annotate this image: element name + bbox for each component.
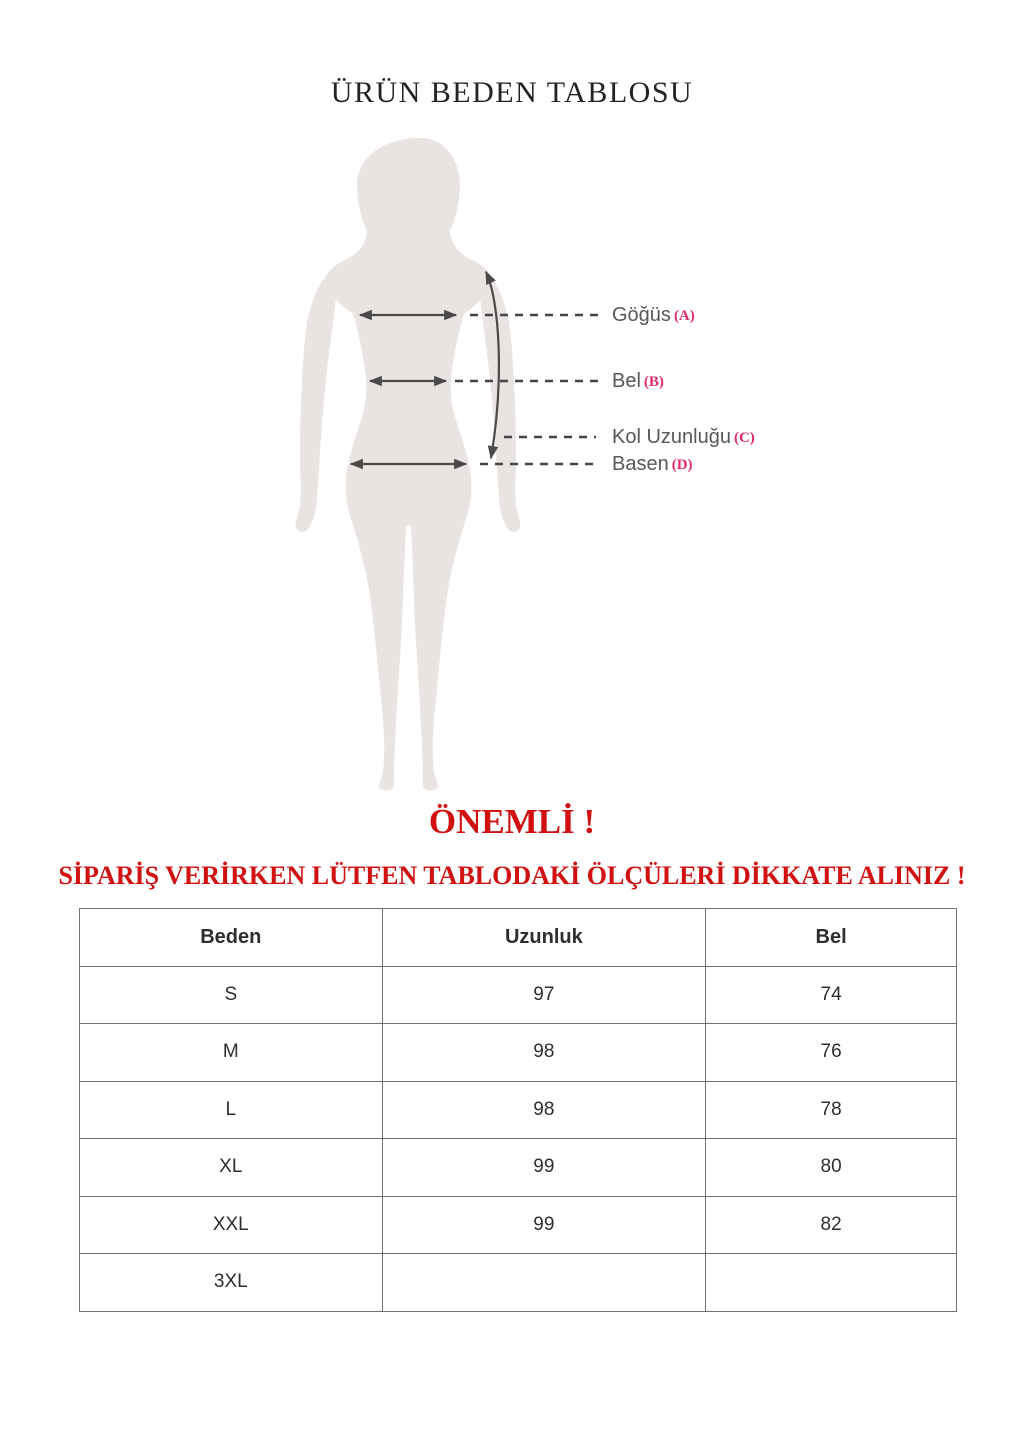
size-cell: L [80, 1081, 383, 1139]
size-table-header-beden: Beden [80, 909, 383, 967]
measurement-label-text: Göğüs [612, 304, 671, 326]
important-heading: ÖNEMLİ ! [428, 802, 596, 841]
measurement-letter-d: (D) [671, 457, 693, 473]
size-table-header-uzunluk: Uzunluk [382, 909, 706, 967]
size-cell [382, 1254, 706, 1312]
size-cell: S [80, 966, 383, 1024]
size-cell: 82 [706, 1196, 957, 1254]
size-cell: 99 [382, 1139, 706, 1197]
body-silhouette-left-arm [296, 279, 337, 532]
size-table-row-s [80, 966, 957, 1024]
size-cell: 99 [382, 1196, 706, 1254]
size-table-row-xl [80, 1139, 957, 1197]
size-table-row-xxl [80, 1196, 957, 1254]
measurement-label-basen [612, 451, 693, 477]
size-table-row-3xl [80, 1254, 957, 1312]
size-cell: 74 [706, 966, 957, 1024]
size-table-header-row [80, 909, 957, 967]
size-cell: XL [80, 1139, 383, 1197]
size-cell [706, 1254, 957, 1312]
size-table-row-m [80, 1024, 957, 1082]
measurement-letter-c: (C) [733, 430, 755, 446]
size-cell: 76 [706, 1024, 957, 1082]
size-cell: 98 [382, 1081, 706, 1139]
size-cell: 97 [382, 966, 706, 1024]
measurement-label-gogus [612, 302, 695, 328]
size-cell: 98 [382, 1024, 706, 1082]
size-cell: 78 [706, 1081, 957, 1139]
size-cell: 80 [706, 1139, 957, 1197]
size-cell: 3XL [80, 1254, 383, 1312]
measurement-label-text: Kol Uzunluğu [612, 426, 731, 448]
measurement-label-kol-uzunlugu [612, 424, 755, 450]
measurement-letter-a: (A) [673, 308, 695, 324]
size-cell: M [80, 1024, 383, 1082]
measurement-label-text: Bel [612, 370, 641, 392]
size-table-row-l [80, 1081, 957, 1139]
size-table [79, 908, 957, 1312]
measurement-label-text: Basen [612, 453, 669, 475]
size-cell: XXL [80, 1196, 383, 1254]
leader-lines [455, 315, 600, 464]
measurement-label-bel [612, 368, 664, 394]
measurement-letter-b: (B) [643, 374, 664, 390]
size-table-header-bel: Bel [706, 909, 957, 967]
body-silhouette-right-arm [479, 279, 520, 532]
important-message: SİPARİŞ VERİRKEN LÜTFEN TABLODAKİ ÖLÇÜLERİ DİKKATE ALINIZ ! [58, 861, 966, 890]
page-title: ÜRÜN BEDEN TABLOSU [330, 76, 694, 109]
